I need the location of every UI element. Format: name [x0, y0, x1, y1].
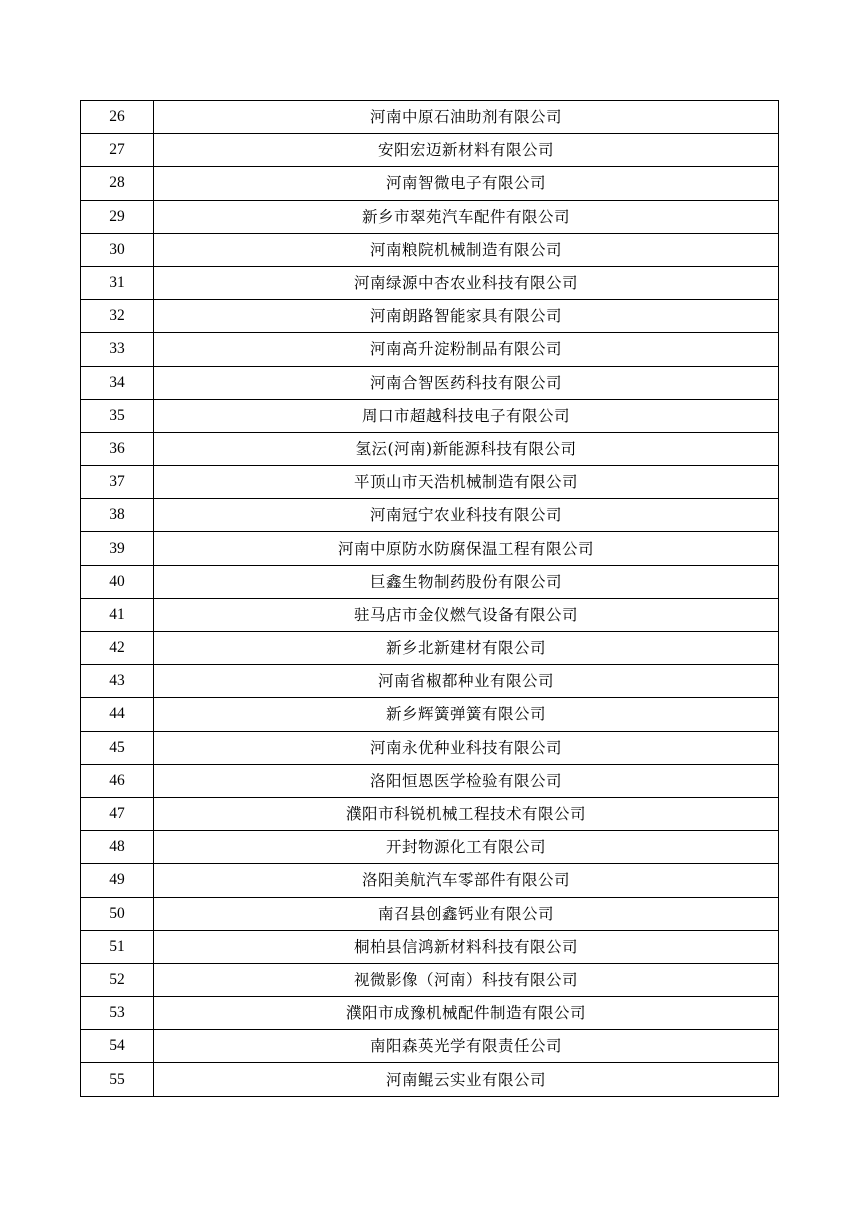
company-name-cell: 新乡市翠苑汽车配件有限公司 [154, 200, 779, 233]
company-list-body [81, 101, 779, 1097]
row-number-cell: 39 [81, 532, 154, 565]
row-number-cell: 55 [81, 1063, 154, 1096]
table-row [81, 897, 779, 930]
row-number-cell: 42 [81, 632, 154, 665]
table-row [81, 565, 779, 598]
company-name-cell: 河南中原石油助剂有限公司 [154, 101, 779, 134]
row-number-cell: 33 [81, 333, 154, 366]
table-row [81, 764, 779, 797]
row-number-cell: 38 [81, 499, 154, 532]
row-number-cell: 45 [81, 731, 154, 764]
table-row [81, 1063, 779, 1096]
table-row [81, 167, 779, 200]
company-name-cell: 河南合智医药科技有限公司 [154, 366, 779, 399]
row-number-cell: 40 [81, 565, 154, 598]
row-number-cell: 35 [81, 399, 154, 432]
table-row [81, 632, 779, 665]
row-number-cell: 48 [81, 831, 154, 864]
table-row [81, 432, 779, 465]
company-name-cell: 河南绿源中杏农业科技有限公司 [154, 266, 779, 299]
row-number-cell: 30 [81, 233, 154, 266]
table-row [81, 466, 779, 499]
company-name-cell: 南阳森英光学有限责任公司 [154, 1030, 779, 1063]
company-name-cell: 洛阳美航汽车零部件有限公司 [154, 864, 779, 897]
row-number-cell: 27 [81, 134, 154, 167]
table-row [81, 499, 779, 532]
company-name-cell: 氢沄(河南)新能源科技有限公司 [154, 432, 779, 465]
row-number-cell: 51 [81, 930, 154, 963]
row-number-cell: 28 [81, 167, 154, 200]
company-name-cell: 河南朗路智能家具有限公司 [154, 300, 779, 333]
row-number-cell: 46 [81, 764, 154, 797]
company-name-cell: 洛阳恒恩医学检验有限公司 [154, 764, 779, 797]
table-row [81, 930, 779, 963]
row-number-cell: 34 [81, 366, 154, 399]
company-name-cell: 河南智微电子有限公司 [154, 167, 779, 200]
row-number-cell: 41 [81, 598, 154, 631]
row-number-cell: 36 [81, 432, 154, 465]
company-name-cell: 濮阳市成豫机械配件制造有限公司 [154, 997, 779, 1030]
company-name-cell: 驻马店市金仪燃气设备有限公司 [154, 598, 779, 631]
table-row [81, 731, 779, 764]
company-name-cell: 河南永优种业科技有限公司 [154, 731, 779, 764]
row-number-cell: 26 [81, 101, 154, 134]
table-row [81, 101, 779, 134]
table-row [81, 831, 779, 864]
table-row [81, 1030, 779, 1063]
table-row [81, 598, 779, 631]
table-row [81, 665, 779, 698]
row-number-cell: 31 [81, 266, 154, 299]
row-number-cell: 32 [81, 300, 154, 333]
company-name-cell: 河南省椒都种业有限公司 [154, 665, 779, 698]
table-row [81, 399, 779, 432]
table-row [81, 233, 779, 266]
row-number-cell: 44 [81, 698, 154, 731]
company-name-cell: 河南鲲云实业有限公司 [154, 1063, 779, 1096]
table-row [81, 698, 779, 731]
table-row [81, 997, 779, 1030]
company-name-cell: 巨鑫生物制药股份有限公司 [154, 565, 779, 598]
company-name-cell: 桐柏县信鸿新材料科技有限公司 [154, 930, 779, 963]
company-name-cell: 南召县创鑫钙业有限公司 [154, 897, 779, 930]
row-number-cell: 50 [81, 897, 154, 930]
table-row [81, 366, 779, 399]
row-number-cell: 52 [81, 963, 154, 996]
row-number-cell: 53 [81, 997, 154, 1030]
company-name-cell: 平顶山市天浩机械制造有限公司 [154, 466, 779, 499]
company-name-cell: 濮阳市科锐机械工程技术有限公司 [154, 797, 779, 830]
table-row [81, 963, 779, 996]
company-name-cell: 新乡北新建材有限公司 [154, 632, 779, 665]
row-number-cell: 54 [81, 1030, 154, 1063]
table-row [81, 333, 779, 366]
company-name-cell: 视微影像（河南）科技有限公司 [154, 963, 779, 996]
company-name-cell: 河南高升淀粉制品有限公司 [154, 333, 779, 366]
company-name-cell: 河南粮院机械制造有限公司 [154, 233, 779, 266]
company-name-cell: 河南中原防水防腐保温工程有限公司 [154, 532, 779, 565]
table-row [81, 864, 779, 897]
company-name-cell: 新乡辉簧弹簧有限公司 [154, 698, 779, 731]
company-list-table [80, 100, 779, 1097]
company-name-cell: 周口市超越科技电子有限公司 [154, 399, 779, 432]
table-row [81, 200, 779, 233]
row-number-cell: 37 [81, 466, 154, 499]
table-row [81, 134, 779, 167]
company-name-cell: 河南冠宁农业科技有限公司 [154, 499, 779, 532]
table-row [81, 532, 779, 565]
row-number-cell: 49 [81, 864, 154, 897]
row-number-cell: 29 [81, 200, 154, 233]
table-row [81, 266, 779, 299]
company-name-cell: 开封物源化工有限公司 [154, 831, 779, 864]
row-number-cell: 43 [81, 665, 154, 698]
table-row [81, 797, 779, 830]
table-row [81, 300, 779, 333]
company-name-cell: 安阳宏迈新材料有限公司 [154, 134, 779, 167]
row-number-cell: 47 [81, 797, 154, 830]
